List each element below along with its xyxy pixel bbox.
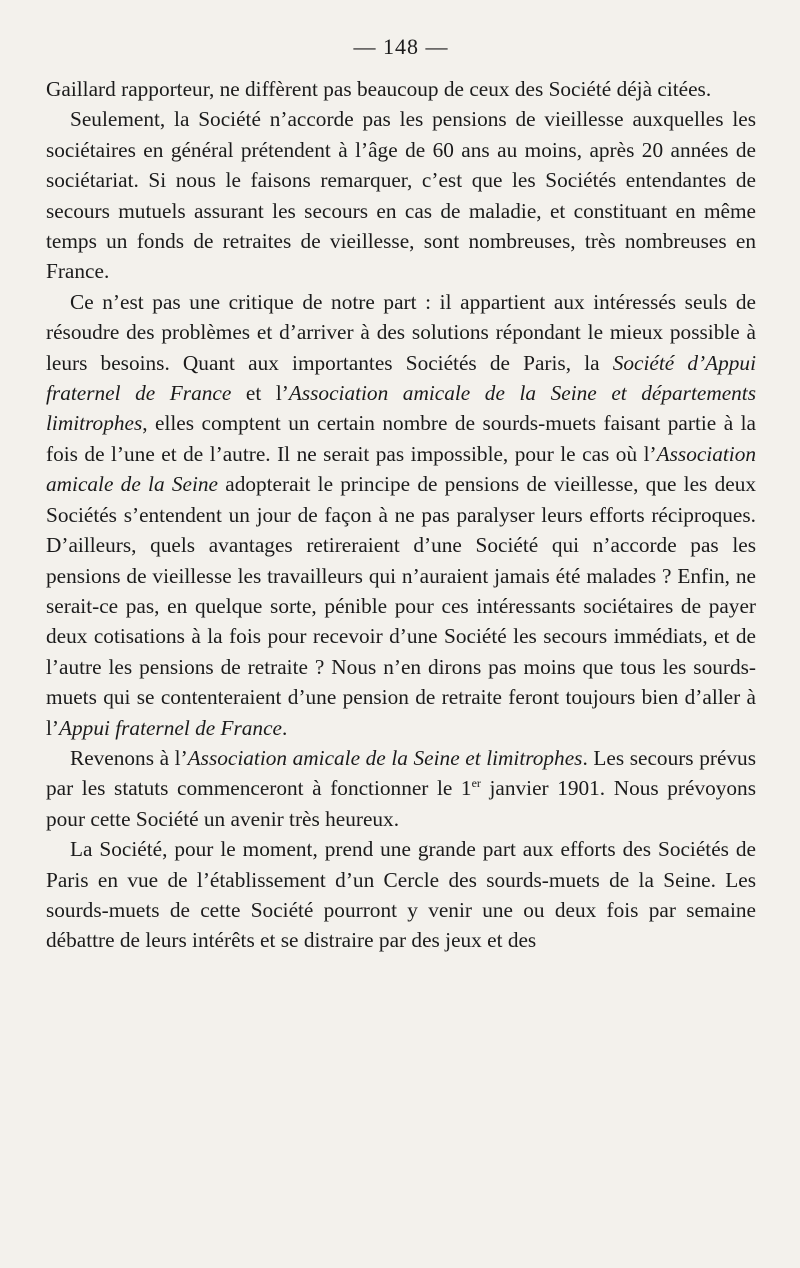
text-run: Gaillard rapporteur, ne diffèrent pas beaucoup de ceux des Société déjà citées. [46, 77, 712, 101]
text-run: adopterait le principe de pensions de vieillesse, que les deux Sociétés s’entendent un jour de façon à ne pas paralyser leurs efforts réciproques. D’ailleurs, quels avantages retireraient d’une Société qui n’accorde pas les pensions de vieillesse les travailleurs qui n’auraient jamais été malades ? Enfin, ne serait-ce pas, en quelque sorte, pénible pour ces intéressants sociétaires de payer deux cotisations à la fois pour recevoir d’une Société les secours immédiats, et de l’autre les pensions de retraite ? Nous n’en dirons pas moins que tous les sourds-muets qui se contenteraient d’une pension de retraite feront toujours bien d’aller à l’ [46, 472, 756, 740]
paragraph-3 [46, 287, 756, 743]
text-run: janvier 1901. Nous prévoyons pour cette Société un avenir très heureux. [46, 776, 756, 831]
italic-phrase: Association amicale de la Seine et départements limitrophes [46, 381, 757, 436]
text-run: et l’ [231, 381, 289, 406]
paragraph-4 [46, 743, 756, 834]
paragraph-2 [46, 104, 756, 286]
page-number: — 148 — [353, 34, 449, 59]
superscript: er [471, 776, 481, 791]
body-text [46, 74, 756, 956]
text-run: Revenons à l’ [70, 745, 188, 770]
paragraph-5 [46, 834, 756, 956]
italic-phrase: Association amicale de la Seine [46, 441, 756, 497]
paragraph-1 [46, 74, 756, 104]
text-run: . Les secours prévus par les statuts commenceront à fonctionner le 1 [46, 745, 756, 801]
text-run: . [282, 715, 288, 740]
italic-phrase: Association amicale de la Seine et limitrophes [187, 745, 583, 770]
text-run: , elles comptent un certain nombre de sourds-muets faisant partie à la fois de l’une et de l’autre. Il ne serait pas impossible, pour le cas où l’ [46, 411, 756, 466]
italic-phrase: Société d’Appui fraternel de France [46, 350, 756, 406]
text-run: Seulement, la Société n’accorde pas les pensions de vieillesse auxquelles les sociétaires en général prétendent à l’âge de 60 ans au moins, après 20 années de sociétariat. Si nous le faisons remarquer, c’est que les Sociétés entendantes de secours mutuels assurant les secours en cas de maladie, et constituant en même temps un fonds de retraites de vieillesse, sont nombreuses, très nombreuses en France. [46, 107, 756, 284]
italic-phrase: Appui fraternel de France [59, 715, 282, 740]
text-run: La Société, pour le moment, prend une grande part aux efforts des Sociétés de Paris en vue de l’établissement d’un Cercle des sourds-muets de la Seine. Les sourds-muets de cette Société pourront y venir une ou deux fois par semaine débattre de leurs intérêts et se distraire par des jeux et des [46, 837, 756, 953]
text-run: Ce n’est pas une critique de notre part : il appartient aux intéressés seuls de résoudre des problèmes et d’arriver à des solutions répondant le mieux possible à leurs besoins. Quant aux importantes Sociétés de Paris, la [46, 289, 756, 375]
